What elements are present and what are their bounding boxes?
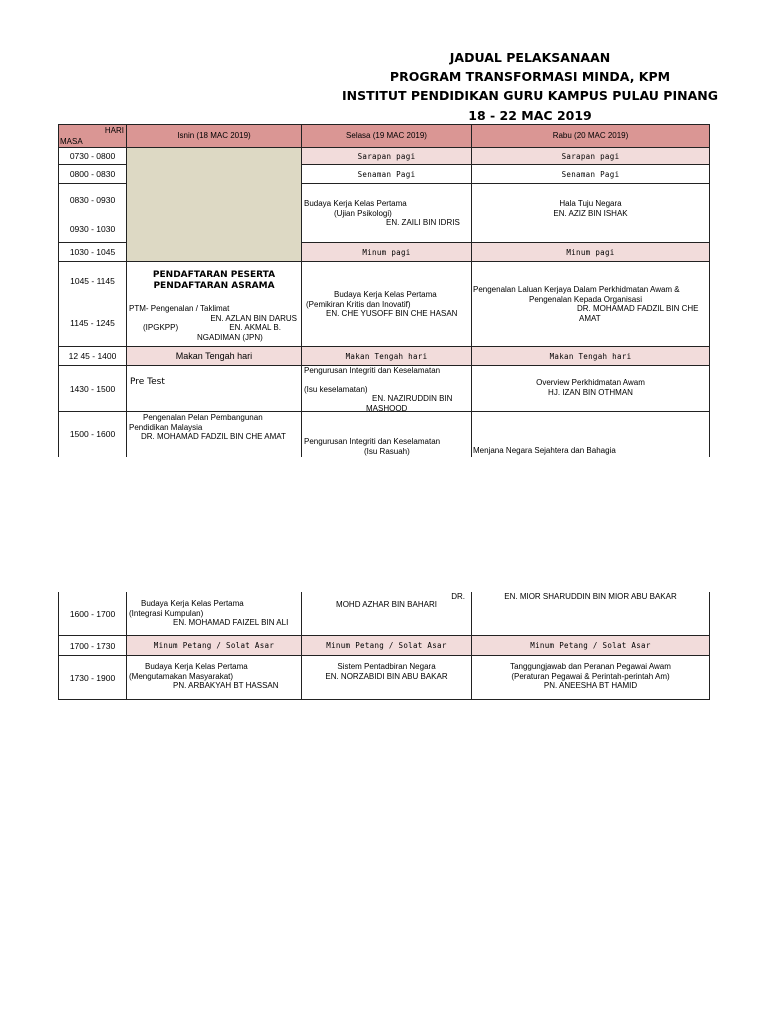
- rabu-laluan-kerjaya-by1: DR. MOHAMAD FADZIL BIN CHE: [577, 304, 699, 313]
- rabu-tanggungjawab-by: PN. ANEESHA BT HAMID: [543, 681, 638, 690]
- rabu-minum-pagi: Minum pagi: [472, 243, 710, 262]
- rabu-hala-tuju-title: Hala Tuju Negara: [559, 199, 622, 208]
- rabu-tanggungjawab: [472, 656, 710, 700]
- rabu-senaman: Senaman Pagi: [472, 165, 710, 184]
- time-1430: 1430 - 1500: [58, 366, 127, 411]
- isnin-integrasi-by: EN. MOHAMAD FAIZEL BIN ALI: [173, 618, 289, 627]
- isnin-pendaftaran-asrama: PENDAFTARAN ASRAMA: [153, 281, 275, 291]
- isnin-masyarakat-title: Budaya Kerja Kelas Pertama: [145, 662, 248, 671]
- corner-cell: [58, 124, 127, 148]
- time-0830: 0830 - 0930: [58, 184, 127, 215]
- isnin-integrasi-title: Budaya Kerja Kelas Pertama: [141, 599, 244, 608]
- time-0730: 0730 - 0800: [58, 148, 127, 165]
- rabu-hala-tuju: [472, 184, 710, 243]
- rabu-laluan-kerjaya-line2: Pengenalan Kepada Organisasi: [529, 294, 642, 304]
- isnin-masyarakat-sub: (Mengutamakan Masyarakat): [129, 671, 234, 681]
- selasa-budaya-pemikiran-by: EN. CHE YUSOFF BIN CHE HASAN: [326, 309, 458, 318]
- selasa-sarapan: Sarapan pagi: [302, 148, 472, 165]
- time-1700: 1700 - 1730: [58, 636, 127, 656]
- isnin-ptm: [127, 300, 302, 347]
- selasa-budaya-pemikiran-title: Budaya Kerja Kelas Pertama: [334, 290, 437, 299]
- title-line-3: INSTITUT PENDIDIKAN GURU KAMPUS PULAU PINANG: [342, 88, 718, 103]
- selasa-sistem-by: EN. NORZABIDI BIN ABU BAKAR: [325, 671, 448, 681]
- isnin-masyarakat-by: PN. ARBAKYAH BT HASSAN: [173, 681, 279, 690]
- isnin-pelan: [127, 411, 302, 457]
- isnin-pelan-sub: Pendidikan Malaysia: [129, 422, 203, 432]
- selasa-integriti-keselamatan-title: Pengurusan Integriti dan Keselamatan: [304, 366, 441, 375]
- time-1030: 1030 - 1045: [58, 243, 127, 262]
- isnin-ptm-by2-right: EN. AKMAL B.: [229, 323, 281, 332]
- selasa-integriti-keselamatan-by2: MASHOOD: [366, 403, 408, 413]
- selasa-budaya-psikologi-sub: (Ujian Psikologi): [334, 208, 392, 218]
- selasa-sistem: [302, 656, 472, 700]
- selasa-integriti-rasuah-sub: (Isu Rasuah): [364, 446, 410, 456]
- selasa-integriti-rasuah: [302, 411, 472, 457]
- rabu-minum-petang: Minum Petang / Solat Asar: [472, 636, 710, 656]
- rabu-makan: Makan Tengah hari: [472, 347, 710, 366]
- isnin-ptm-title: PTM- Pengenalan / Taklimat: [129, 304, 230, 313]
- rabu-laluan-kerjaya-by2: AMAT: [579, 313, 601, 323]
- selasa-integriti-rasuah-dr: DR.: [451, 592, 465, 601]
- selasa-integriti-rasuah-cont: [302, 592, 472, 636]
- rabu-overview-title: Overview Perkhidmatan Awam: [536, 378, 645, 387]
- rabu-laluan-kerjaya-line1: Pengenalan Laluan Kerjaya Dalam Perkhidmatan Awam &: [473, 285, 680, 294]
- isnin-ptm-by3: NGADIMAN (JPN): [197, 332, 263, 342]
- selasa-integriti-rasuah-title: Pengurusan Integriti dan Keselamatan: [304, 437, 441, 446]
- rabu-menjana: [472, 411, 710, 457]
- day-header-selasa: Selasa (19 MAC 2019): [302, 124, 472, 148]
- time-1600: 1600 - 1700: [58, 592, 127, 636]
- isnin-pelan-title: Pengenalan Pelan Pembangunan: [143, 413, 263, 422]
- rabu-tanggungjawab-title: Tanggungjawab dan Peranan Pegawai Awam: [510, 662, 671, 671]
- isnin-ptm-row2: [129, 323, 299, 333]
- time-0930: 0930 - 1030: [58, 215, 127, 243]
- isnin-integrasi: [127, 592, 302, 636]
- corner-masa: MASA: [60, 137, 83, 146]
- selasa-integriti-keselamatan-sub: (Isu keselamatan): [304, 384, 368, 394]
- isnin-morning-block: [127, 148, 302, 262]
- selasa-senaman: Senaman Pagi: [302, 165, 472, 184]
- row-divider: [127, 411, 302, 412]
- rabu-menjana-by: EN. MIOR SHARUDDIN BIN MIOR ABU BAKAR: [504, 592, 677, 601]
- isnin-pretest: [127, 366, 302, 411]
- rabu-sarapan: Sarapan pagi: [472, 148, 710, 165]
- isnin-makan: Makan Tengah hari: [127, 347, 302, 366]
- isnin-ptm-by1: EN. AZLAN BIN DARUS: [210, 313, 297, 323]
- selasa-budaya-pemikiran-sub: (Pemikiran Kritis dan Inovatif): [306, 299, 411, 309]
- corner-hari: HARI: [104, 126, 124, 135]
- selasa-integriti-keselamatan: [302, 366, 472, 411]
- isnin-integrasi-sub: (Integrasi Kumpulan): [129, 608, 204, 618]
- rabu-laluan-kerjaya: [472, 262, 710, 347]
- day-header-isnin: Isnin (18 MAC 2019): [127, 124, 302, 148]
- row-divider: [302, 411, 710, 412]
- time-1045: 1045 - 1145: [58, 262, 127, 300]
- selasa-budaya-psikologi-by: EN. ZAILI BIN IDRIS: [386, 218, 460, 227]
- isnin-pendaftaran-peserta: PENDAFTARAN PESERTA: [152, 270, 276, 280]
- title-line-4: 18 - 22 MAC 2019: [468, 108, 592, 123]
- isnin-pendaftaran: [127, 262, 302, 300]
- rabu-menjana-cont: [472, 592, 710, 636]
- selasa-minum-petang: Minum Petang / Solat Asar: [302, 636, 472, 656]
- isnin-pelan-by: DR. MOHAMAD FADZIL BIN CHE AMAT: [141, 432, 286, 441]
- rabu-overview: [472, 366, 710, 411]
- selasa-budaya-pemikiran: [302, 262, 472, 347]
- rabu-hala-tuju-by: EN. AZIZ BIN ISHAK: [553, 208, 628, 218]
- day-header-rabu: Rabu (20 MAC 2019): [472, 124, 710, 148]
- title-line-2: PROGRAM TRANSFORMASI MINDA, KPM: [389, 69, 671, 84]
- selasa-makan: Makan Tengah hari: [302, 347, 472, 366]
- time-1245: 12 45 - 1400: [58, 347, 127, 366]
- selasa-budaya-psikologi-title: Budaya Kerja Kelas Pertama: [304, 199, 407, 208]
- rabu-overview-by: HJ. IZAN BIN OTHMAN: [548, 387, 633, 397]
- rabu-menjana-title: Menjana Negara Sejahtera dan Bahagia: [473, 446, 616, 455]
- time-1730: 1730 - 1900: [58, 656, 127, 700]
- isnin-ptm-by2-left: (IPGKPP): [143, 323, 179, 332]
- isnin-pretest-label: Pre Test: [130, 377, 165, 387]
- isnin-minum-petang: Minum Petang / Solat Asar: [127, 636, 302, 656]
- selasa-integriti-rasuah-by: MOHD AZHAR BIN BAHARI: [336, 600, 437, 609]
- time-0800: 0800 - 0830: [58, 165, 127, 184]
- row-divider: [58, 411, 127, 412]
- time-1145: 1145 - 1245: [58, 300, 127, 347]
- selasa-budaya-psikologi: [302, 184, 472, 243]
- selasa-sistem-title: Sistem Pentadbiran Negara: [337, 662, 436, 671]
- selasa-integriti-keselamatan-by1: EN. NAZIRUDDIN BIN: [372, 394, 453, 403]
- time-1500: 1500 - 1600: [58, 411, 127, 457]
- isnin-masyarakat: [127, 656, 302, 700]
- selasa-minum-pagi: Minum pagi: [302, 243, 472, 262]
- rabu-tanggungjawab-sub: (Peraturan Pegawai & Perintah-perintah Am): [511, 671, 670, 681]
- title-line-1: JADUAL PELAKSANAAN: [449, 50, 611, 65]
